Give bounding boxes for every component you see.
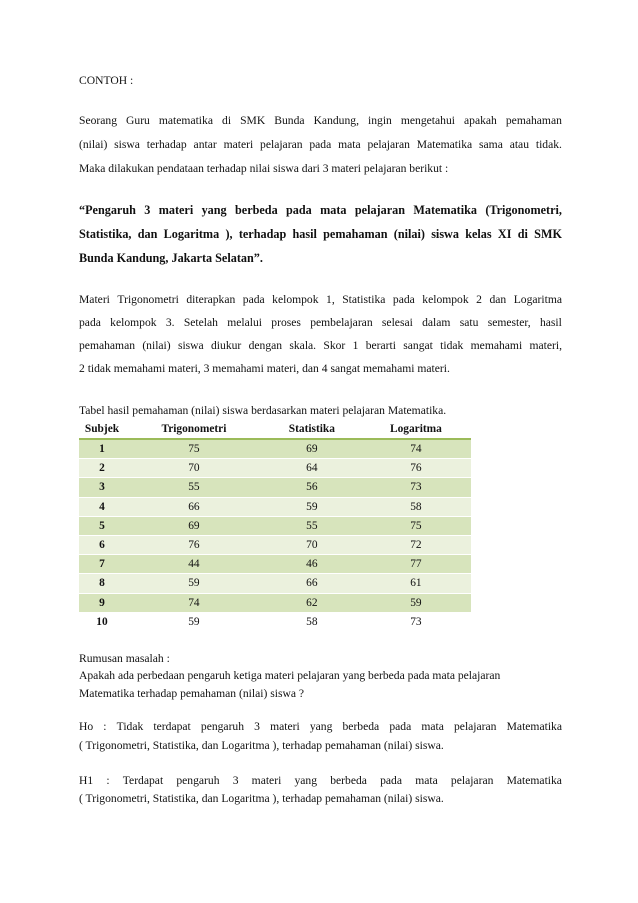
word: Setelah bbox=[183, 316, 218, 329]
word: Kandung, bbox=[313, 114, 359, 127]
hypothesis-h0-line-1 bbox=[79, 720, 562, 734]
word: SMK bbox=[240, 114, 266, 127]
word: pemahaman bbox=[323, 227, 388, 241]
word: Materi bbox=[79, 293, 110, 306]
cell-trigonometri: 66 bbox=[125, 497, 263, 516]
cell-trigonometri: 59 bbox=[125, 574, 263, 593]
word: mengetahui bbox=[400, 114, 455, 127]
cell-subjek: 2 bbox=[79, 459, 125, 478]
word: terhadap bbox=[146, 138, 187, 151]
word: H1 bbox=[79, 774, 94, 787]
word: mata bbox=[320, 203, 347, 217]
word: sama bbox=[479, 138, 503, 151]
word: terhadap bbox=[238, 227, 287, 241]
word: XI bbox=[497, 227, 512, 241]
description-line-4: 2 tidak memahami materi, 3 memahami materi, dan 4 sangat memahami materi. bbox=[79, 362, 450, 375]
research-title-line-3: Bunda Kandung, Jakarta Selatan”. bbox=[79, 251, 263, 265]
cell-subjek: 7 bbox=[79, 555, 125, 574]
word: atau bbox=[509, 138, 529, 151]
word: Logaritma bbox=[163, 227, 220, 241]
cell-trigonometri: 59 bbox=[125, 612, 263, 631]
header-logaritma: Logaritma bbox=[361, 420, 471, 439]
word: terdapat bbox=[153, 720, 191, 733]
table-row bbox=[79, 555, 471, 574]
word: antar bbox=[193, 138, 217, 151]
word: di bbox=[517, 227, 528, 241]
word: pelajaran bbox=[260, 138, 303, 151]
cell-statistika: 69 bbox=[263, 439, 361, 459]
word: proses bbox=[271, 316, 301, 329]
cell-logaritma: 77 bbox=[361, 555, 471, 574]
word: kelompok bbox=[272, 293, 319, 306]
word: kelompok bbox=[422, 293, 469, 306]
word: materi, bbox=[529, 339, 562, 352]
table-row bbox=[79, 478, 471, 497]
word: pada bbox=[309, 138, 332, 151]
word: semester, bbox=[487, 316, 531, 329]
word: (nilai) bbox=[79, 138, 108, 151]
header-subjek: Subjek bbox=[79, 420, 125, 439]
cell-trigonometri: 69 bbox=[125, 516, 263, 535]
word: SMK bbox=[534, 227, 562, 241]
cell-trigonometri: 44 bbox=[125, 555, 263, 574]
word: Matematika bbox=[506, 774, 562, 787]
table-row bbox=[79, 516, 471, 535]
intro-line-1 bbox=[79, 114, 562, 128]
word: pengaruh bbox=[200, 720, 245, 733]
word: memahami bbox=[470, 339, 523, 352]
cell-logaritma: 73 bbox=[361, 478, 471, 497]
word: di bbox=[222, 114, 232, 127]
cell-statistika: 70 bbox=[263, 535, 361, 554]
word: ), bbox=[225, 227, 233, 241]
word: 2 bbox=[476, 293, 482, 306]
table-header-row bbox=[79, 420, 471, 439]
cell-statistika: 66 bbox=[263, 574, 361, 593]
word: pada bbox=[389, 720, 412, 733]
word: 1, bbox=[326, 293, 335, 306]
word: 3. bbox=[165, 316, 175, 329]
word: pelajaran bbox=[454, 720, 497, 733]
word: Guru bbox=[126, 114, 150, 127]
word: Seorang bbox=[79, 114, 117, 127]
cell-statistika: 59 bbox=[263, 497, 361, 516]
word: 3 bbox=[254, 720, 260, 733]
word: berbeda bbox=[330, 774, 367, 787]
table-row bbox=[79, 535, 471, 554]
table-row bbox=[79, 574, 471, 593]
word: matematika bbox=[158, 114, 213, 127]
word: satu bbox=[459, 316, 479, 329]
cell-statistika: 62 bbox=[263, 593, 361, 612]
intro-line-2 bbox=[79, 138, 562, 152]
header-trigonometri: Trigonometri bbox=[125, 420, 263, 439]
problem-line-1: Apakah ada perbedaan pengaruh ketiga materi pelajaran yang berbeda pada mata pelajaran bbox=[79, 669, 501, 682]
intro-line-3: Maka dilakukan pendataan terhadap nilai siswa dari 3 materi pelajaran berikut : bbox=[79, 162, 449, 175]
word: materi bbox=[251, 774, 282, 787]
problem-title: Rumusan masalah : bbox=[79, 652, 170, 665]
hypothesis-h1-line-1 bbox=[79, 774, 562, 788]
word: yang bbox=[294, 774, 318, 787]
cell-logaritma: 72 bbox=[361, 535, 471, 554]
description-line-3 bbox=[79, 339, 562, 353]
problem-line-2: Matematika terhadap pemahaman (nilai) siswa ? bbox=[79, 687, 305, 700]
word: Ho bbox=[79, 720, 94, 733]
cell-statistika: 46 bbox=[263, 555, 361, 574]
table-row bbox=[79, 459, 471, 478]
cell-subjek: 3 bbox=[79, 478, 125, 497]
cell-logaritma: 58 bbox=[361, 497, 471, 516]
word: dengan bbox=[248, 339, 283, 352]
word: hasil bbox=[292, 227, 317, 241]
word: pelajaran bbox=[354, 203, 405, 217]
word: 3 bbox=[144, 203, 151, 217]
word: pemahaman bbox=[505, 114, 562, 127]
cell-subjek: 6 bbox=[79, 535, 125, 554]
table-row bbox=[79, 593, 471, 612]
cell-logaritma: 75 bbox=[361, 516, 471, 535]
cell-statistika: 58 bbox=[263, 612, 361, 631]
word: Trigonometri bbox=[117, 293, 179, 306]
word: (nilai) bbox=[393, 227, 425, 241]
table-row bbox=[79, 497, 471, 516]
cell-statistika: 56 bbox=[263, 478, 361, 497]
word: pengaruh bbox=[176, 774, 220, 787]
word: dan bbox=[137, 227, 158, 241]
description-line-1 bbox=[79, 293, 562, 307]
word: Skor bbox=[323, 339, 346, 352]
word: “Pengaruh bbox=[79, 203, 136, 217]
word: diukur bbox=[211, 339, 242, 352]
word: tidak bbox=[440, 339, 464, 352]
word: Statistika, bbox=[79, 227, 132, 241]
word: Matematika bbox=[506, 720, 562, 733]
word: 3 bbox=[232, 774, 239, 787]
word: berbeda bbox=[342, 720, 380, 733]
word: melalui bbox=[227, 316, 262, 329]
word: mata bbox=[415, 774, 438, 787]
table-caption: Tabel hasil pemahaman (nilai) siswa berdasarkan materi pelajaran Matematika. bbox=[79, 404, 447, 417]
word: : bbox=[106, 774, 110, 787]
word: materi bbox=[270, 720, 300, 733]
word: siswa bbox=[431, 227, 459, 241]
word: : bbox=[103, 720, 107, 733]
word: berarti bbox=[365, 339, 396, 352]
word: pada bbox=[79, 316, 101, 329]
word: diterapkan bbox=[186, 293, 236, 306]
word: kelas bbox=[465, 227, 492, 241]
cell-statistika: 55 bbox=[263, 516, 361, 535]
cell-logaritma: 76 bbox=[361, 459, 471, 478]
word: pada bbox=[286, 203, 312, 217]
cell-trigonometri: 70 bbox=[125, 459, 263, 478]
word: kelompok bbox=[110, 316, 157, 329]
research-title-line-2 bbox=[79, 227, 562, 242]
word: pada bbox=[242, 293, 265, 306]
word: siswa bbox=[114, 138, 140, 151]
word: Terdapat bbox=[122, 774, 164, 787]
word: yang bbox=[309, 720, 333, 733]
word: (nilai) bbox=[142, 339, 171, 352]
word: pelajaran bbox=[367, 138, 410, 151]
table-row bbox=[79, 439, 471, 459]
cell-subjek: 10 bbox=[79, 612, 125, 631]
word: Matematika bbox=[413, 203, 477, 217]
word: sangat bbox=[403, 339, 433, 352]
cell-trigonometri: 75 bbox=[125, 439, 263, 459]
word: skala. bbox=[289, 339, 317, 352]
word: berbeda bbox=[235, 203, 278, 217]
cell-logaritma: 61 bbox=[361, 574, 471, 593]
cell-subjek: 5 bbox=[79, 516, 125, 535]
word: Logaritma bbox=[513, 293, 562, 306]
cell-logaritma: 73 bbox=[361, 612, 471, 631]
word: siswa bbox=[177, 339, 204, 352]
cell-subjek: 4 bbox=[79, 497, 125, 516]
word: Tidak bbox=[116, 720, 144, 733]
cell-subjek: 1 bbox=[79, 439, 125, 459]
word: dalam bbox=[422, 316, 451, 329]
word: (Trigonometri, bbox=[485, 203, 562, 217]
word: yang bbox=[201, 203, 227, 217]
cell-trigonometri: 74 bbox=[125, 593, 263, 612]
research-title-line-1 bbox=[79, 203, 562, 218]
word: Bunda bbox=[274, 114, 305, 127]
word: pada bbox=[392, 293, 415, 306]
cell-trigonometri: 55 bbox=[125, 478, 263, 497]
cell-subjek: 9 bbox=[79, 593, 125, 612]
word: pembelajaran bbox=[310, 316, 373, 329]
word: materi bbox=[223, 138, 254, 151]
word: pada bbox=[380, 774, 402, 787]
hypothesis-h1-line-2: ( Trigonometri, Statistika, dan Logaritma ), terhadap pemahaman (nilai) siswa. bbox=[79, 792, 444, 805]
table-row bbox=[79, 612, 471, 631]
word: materi bbox=[158, 203, 194, 217]
word: pelajaran bbox=[450, 774, 494, 787]
cell-subjek: 8 bbox=[79, 574, 125, 593]
description-line-2 bbox=[79, 316, 562, 330]
word: hasil bbox=[539, 316, 562, 329]
word: Matematika bbox=[416, 138, 473, 151]
word: tidak. bbox=[535, 138, 562, 151]
hypothesis-h0-line-2: ( Trigonometri, Statistika, dan Logaritma ), terhadap pemahaman (nilai) siswa. bbox=[79, 739, 444, 752]
word: selesai bbox=[381, 316, 413, 329]
cell-statistika: 64 bbox=[263, 459, 361, 478]
section-heading: CONTOH : bbox=[79, 74, 134, 87]
word: mata bbox=[421, 720, 444, 733]
word: pemahaman bbox=[79, 339, 136, 352]
word: 1 bbox=[352, 339, 359, 352]
scores-table bbox=[79, 420, 471, 631]
word: ingin bbox=[368, 114, 392, 127]
word: mata bbox=[338, 138, 361, 151]
word: dan bbox=[489, 293, 507, 306]
cell-logaritma: 74 bbox=[361, 439, 471, 459]
cell-trigonometri: 76 bbox=[125, 535, 263, 554]
word: apakah bbox=[464, 114, 497, 127]
word: Statistika bbox=[342, 293, 386, 306]
header-statistika: Statistika bbox=[263, 420, 361, 439]
cell-logaritma: 59 bbox=[361, 593, 471, 612]
